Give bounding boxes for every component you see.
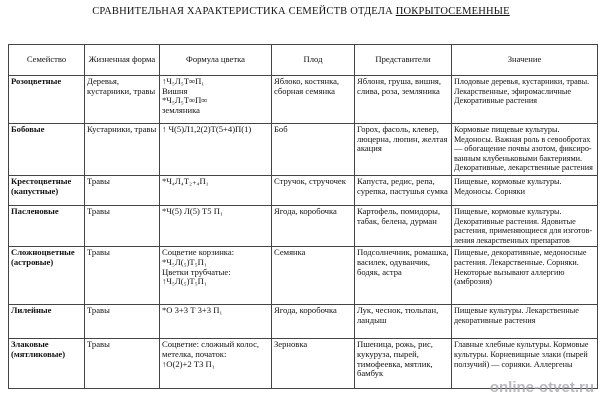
formula-line: Цветки трубчатые:: [162, 266, 231, 277]
cell-fruit: Ягода, коробочка: [272, 206, 355, 247]
table-header-row: [9, 45, 598, 76]
formula-line: земляника: [162, 104, 200, 115]
header-family: Семейство: [9, 45, 85, 76]
comparison-table: [8, 44, 598, 389]
title-main: СРАВНИТЕЛЬНАЯ ХАРАКТЕРИСТИКА СЕМЕЙСТВ ОТДЕЛА: [92, 6, 393, 17]
cell-significance: Кормовые пищевые культуры. Медоносы. Важная роль в севообротах — обогащение почвы азотом, фиксиро-ванным клубеньковыми бактериями. Декоративные, лекарственные растения: [452, 124, 598, 176]
formula-line: Вишня: [162, 85, 188, 96]
cell-life-form: Травы: [85, 247, 160, 305]
cell-formula: [160, 76, 272, 124]
cell-fruit: Ягода, коробочка: [272, 305, 355, 339]
cell-life-form: Травы: [85, 206, 160, 247]
cell-family: Сложноцветные (астровые): [9, 247, 85, 305]
cell-representatives: Яблоня, груша, вишня, слива, роза, земляника: [355, 76, 452, 124]
formula-line: Соцветие: сложный колос, метелка, початок:: [162, 339, 260, 359]
table-row: [9, 305, 598, 339]
cell-life-form: Деревья, кустарники, травы: [85, 76, 160, 124]
table-row: [9, 124, 598, 176]
header-life-form: Жизненная форма: [85, 45, 160, 76]
cell-fruit: Стручок, стручочек: [272, 176, 355, 206]
cell-representatives: Подсолнечник, ромашка, василек, одуванчик, бодяк, астра: [355, 247, 452, 305]
cell-significance: Пищевые культуры. Лекарственные декоративные растения: [452, 305, 598, 339]
formula-line: *О 3+3 Т 3+3 П₁: [162, 305, 223, 316]
cell-family: Розоцветные: [9, 76, 85, 124]
cell-formula: [160, 305, 272, 339]
header-fruit: Плод: [272, 45, 355, 76]
cell-formula: [160, 247, 272, 305]
cell-representatives: Капуста, редис, репа, сурепка, пастушья сумка: [355, 176, 452, 206]
document-title: [0, 6, 602, 17]
cell-fruit: Яблоко, костянка, сборная семянка: [272, 76, 355, 124]
cell-family: Крестоцветные (капустные): [9, 176, 85, 206]
cell-family: Пасленовые: [9, 206, 85, 247]
cell-representatives: Картофель, помидоры, табак, белена, дурман: [355, 206, 452, 247]
table-row: [9, 176, 598, 206]
cell-life-form: Травы: [85, 176, 160, 206]
formula-line: ↑ Ч(5)Л1,2(2)Т(5+4)П(1): [162, 124, 252, 134]
formula-line: *Ч₅Л(₅)Т₅П₁: [162, 256, 207, 267]
cell-significance: Пищевые, декоративные, медоносные растения. Лекарственные. Сорняки. Некоторые вызывают аллергию (амброзия): [452, 247, 598, 305]
cell-family: Бобовые: [9, 124, 85, 176]
header-significance: Значение: [452, 45, 598, 76]
cell-life-form: Травы: [85, 339, 160, 389]
formula-line: ↑Ч₅Л₅Т∞П₁: [162, 76, 205, 86]
table-row: [9, 76, 598, 124]
header-formula: Формула цветка: [160, 45, 272, 76]
formula-line: ↑О(2)+2 Т3 П₁: [162, 358, 215, 369]
formula-line: Соцветие корзинка:: [162, 247, 235, 258]
cell-formula: [160, 176, 272, 206]
cell-family: Злаковые (мятликовые): [9, 339, 85, 389]
table-row: [9, 247, 598, 305]
cell-representatives: Горох, фасоль, клевер, люцерна, люпин, желтая акация: [355, 124, 452, 176]
cell-significance: Плодовые деревья, кустарники, травы. Лекарственные, эфиромасличные Декоративные растения: [452, 76, 598, 124]
cell-representatives: Пшеница, рожь, рис, кукуруза, пырей, тимофеевка, мятлик, бамбук: [355, 339, 452, 389]
watermark: online-otvet.ru: [489, 379, 594, 396]
cell-life-form: Травы: [85, 305, 160, 339]
cell-significance: Главные хлебные культуры. Кормовые культуры. Корневищные злаки (пырей ползучий) — сорняки. Аллергены: [452, 339, 598, 389]
cell-family: Лилейные: [9, 305, 85, 339]
cell-life-form: Кустарники, травы: [85, 124, 160, 176]
cell-fruit: Зерновка: [272, 339, 355, 389]
cell-formula: [160, 339, 272, 389]
formula-line: ↑Ч₅Л(₅)Т₅П₁: [162, 276, 207, 287]
cell-representatives: Лук, чеснок, тюльпан, ландыш: [355, 305, 452, 339]
cell-formula: [160, 206, 272, 247]
cell-significance: Пищевые, кормовые культуры. Декоративные растения. Ядовитые растения, применяющиеся для изготов-ления лекарственных препаратов: [452, 206, 598, 247]
header-representatives: Представители: [355, 45, 452, 76]
cell-fruit: Семянка: [272, 247, 355, 305]
cell-significance: Пищевые, кормовые культуры. Медоносы. Сорняки: [452, 176, 598, 206]
formula-line: *Ч(5) Л(5) Т5 П₁: [162, 206, 223, 216]
formula-line: *Ч₅Л₅Т∞П∞: [162, 95, 208, 106]
cell-fruit: Боб: [272, 124, 355, 176]
table-row: [9, 206, 598, 247]
title-underlined: ПОКРЫТОСЕМЕННЫЕ: [395, 6, 510, 17]
cell-formula: [160, 124, 272, 176]
formula-line: *Ч₄Л₄Т₂₊₄П₁: [162, 176, 209, 186]
